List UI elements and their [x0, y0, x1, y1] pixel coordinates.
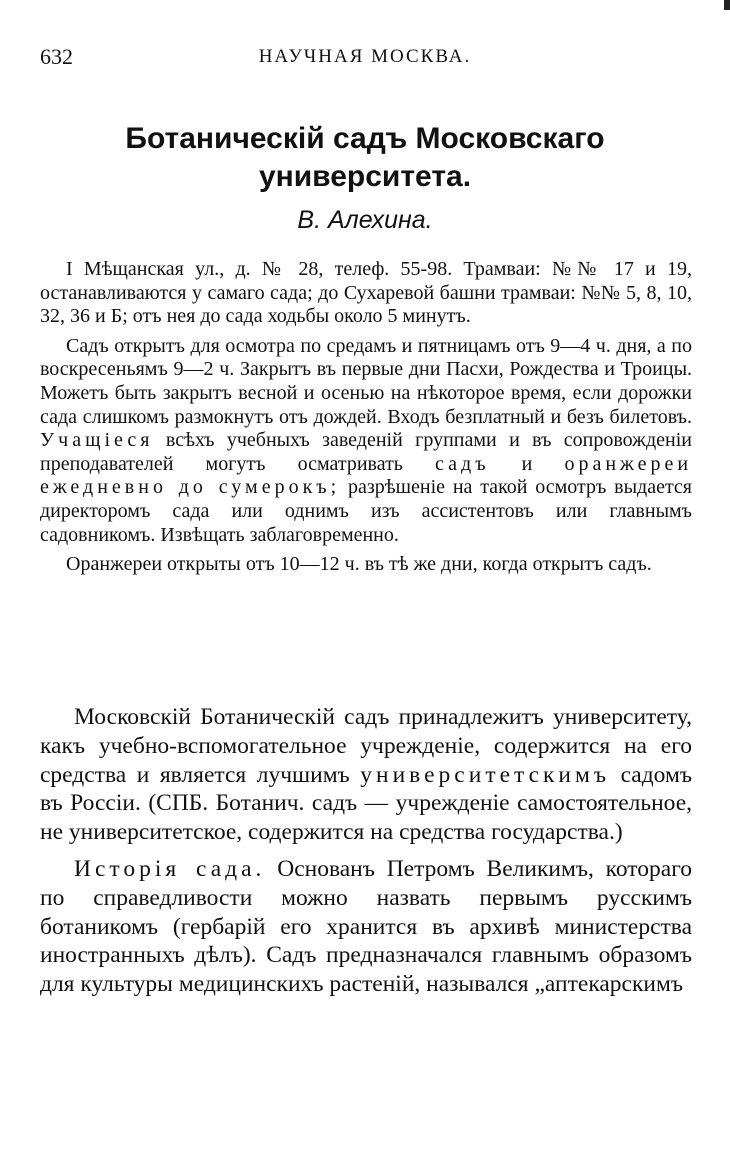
body-paragraph-intro: [40, 703, 692, 847]
info-paragraph-hours: [40, 335, 692, 547]
info-hours-text-a: Садъ открытъ для осмотра по средамъ и пятницамъ отъ 9—4 ч. дня, а по воскресеньямъ 9—2 ч. Закрытъ въ первые дни Пасхи, Рождества и Троицы. Можетъ быть закрытъ весной и осенью на нѣкоторое время, если дорожки сада слишкомъ размокнутъ отъ дождей. Входъ безплатный и безъ билетовъ.: [40, 334, 692, 428]
body-intro-text-a: Московскій Ботаническій садъ принадлежитъ университету, какъ учебно-вспомогательное учрежденіе, содержится на его средства и является лучшимъ: [40, 704, 692, 788]
info-hours-text-d: разрѣшеніе на такой осмотръ выдается директоромъ сада или однимъ изъ ассистентовъ или главнымъ садовникомъ. Извѣщать заблаговременно.: [40, 476, 693, 546]
body-history-text: Основанъ Петромъ Великимъ, котораго по справедливости можно назвать первымъ русскимъ ботаникомъ (гербарій его хранится въ архивѣ министерства иностранныхъ дѣлъ). Садъ предназначался главнымъ образомъ для культуры медицинскихъ растеній, назывался „аптекарскимъ: [40, 855, 693, 998]
info-hours-text-c: и: [521, 452, 533, 475]
body-spaced-university: университетскимъ: [360, 761, 611, 788]
page-header: [40, 44, 690, 74]
article-body: [40, 703, 692, 1007]
body-paragraph-history: [40, 855, 692, 999]
info-paragraph-address: I Мѣщанская ул., д. № 28, телеф. 55-98. Трамваи: №№ 17 и 19, останавливаются у самаго сада; до Сухаревой башни трамваи: №№ 5, 8, 10, 32, 36 и Б; отъ нея до сада ходьбы около 5 минутъ.: [40, 258, 692, 328]
info-paragraph-greenhouses: Оранжереи открыты отъ 10—12 ч. въ тѣ же дни, когда открытъ садъ.: [66, 553, 652, 576]
info-hours-text-b: всѣхъ учебныхъ заведеній группами и въ сопровожденіи преподавателей могутъ осматривать: [40, 429, 692, 475]
scan-edge-mark: [724, 0, 730, 10]
body-intro-text-b: садомъ въ Россіи. (СПБ. Ботанич. садъ — учрежденіе самостоятельное, не университетское, содержится на средства государства.): [40, 761, 693, 846]
info-spaced-greenhouses: оранжереи ежедневно до сумерокъ;: [40, 452, 693, 499]
article-title: Ботаническій садъ Московскаго университета.: [125, 122, 605, 193]
page-number: 632: [40, 44, 73, 69]
running-title: НАУЧНАЯ МОСКВА.: [258, 46, 472, 67]
body-section-heading-history: Исторія сада.: [74, 855, 266, 882]
info-spaced-students: Учащіеся: [40, 429, 154, 452]
info-spaced-garden: садъ: [435, 452, 490, 475]
article-author: В. Алехина.: [297, 206, 433, 234]
visitor-info-block: [40, 258, 692, 583]
